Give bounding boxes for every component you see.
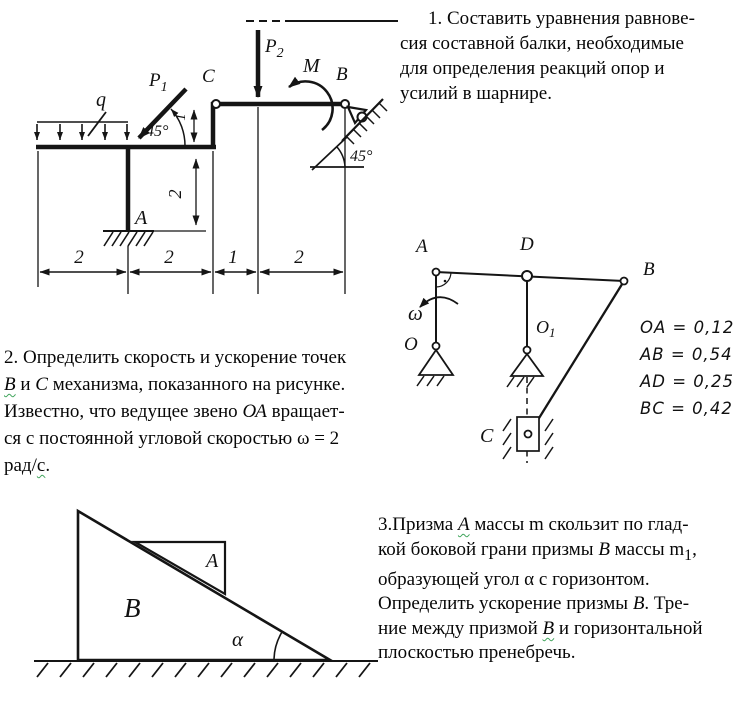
support-a-hatching	[104, 232, 153, 246]
label-m: M	[303, 55, 320, 77]
label-dim-v2: 2	[165, 189, 185, 199]
label-angle-p1: 45°	[146, 123, 169, 140]
omega-arrow	[420, 297, 458, 307]
problem-3-line: Определить ускорение призмы В. Тре-	[378, 593, 690, 615]
b-angle-arc	[337, 147, 345, 167]
prism-b-shape	[78, 511, 330, 660]
label-c: C	[202, 66, 215, 87]
given-length-ab: AB = 0,54	[640, 345, 733, 364]
problem-3-line: образующей угол α с горизонтом.	[378, 568, 650, 590]
support-o-triangle	[419, 350, 453, 375]
problem-3-line: кой боковой грани призмы В массы $m_1$,	[378, 538, 697, 564]
label-q: q	[96, 89, 106, 111]
given-length-oa: OA = 0,12	[640, 318, 735, 337]
label-p2: $P_2$	[265, 36, 284, 61]
problem-1-line: усилий в шарнире.	[400, 83, 552, 104]
problem-3-line: ние между призмой В и горизонтальной	[378, 617, 703, 639]
beam-drawing	[36, 21, 398, 294]
joint-d	[522, 271, 532, 281]
problem-3-text	[378, 513, 751, 666]
support-o1-triangle	[511, 354, 543, 376]
guide-hatching-right	[545, 419, 553, 459]
label-dim-h1: 2	[74, 247, 84, 268]
label-b: B	[336, 64, 348, 85]
problem-2-text	[4, 344, 414, 479]
problem-3-line: 3.Призма А массы m скользит по глад-	[378, 514, 689, 535]
label-dim-v1: 1	[173, 113, 189, 121]
alpha-angle-arc	[274, 632, 282, 659]
label-dim-h4: 2	[294, 247, 304, 268]
joint-b	[621, 278, 628, 285]
label-a: A	[416, 236, 428, 257]
label-o: O	[404, 334, 418, 355]
label-angle-b: 45°	[350, 148, 373, 165]
label-a: A	[135, 207, 148, 229]
angle-dot-a	[444, 280, 447, 283]
label-p1: $P_1$	[149, 70, 168, 95]
load-arrows	[37, 124, 127, 140]
beam-figure	[0, 0, 420, 302]
given-length-bc: BC = 0,42	[640, 399, 733, 418]
ground-hatching	[37, 663, 370, 677]
problem-2-line: ся с постоянной угловой скоростью ω = 2	[4, 428, 340, 449]
label-b: B	[643, 259, 655, 280]
label-alpha: α	[232, 627, 244, 651]
joint-o1	[524, 347, 531, 354]
slider-c-pin	[525, 431, 532, 438]
label-dim-h2: 2	[164, 247, 174, 268]
mechanism-figure	[400, 230, 751, 480]
label-d: D	[520, 234, 534, 255]
joint-a	[433, 269, 440, 276]
problem-2-line: 2. Определить скорость и ускорение точек	[4, 347, 347, 368]
problem-1-line: для определения реакций опор и	[400, 58, 665, 79]
mechanism-drawing	[417, 269, 628, 464]
label-prism-a: A	[206, 550, 219, 572]
problem-3-line: плоскостью пренебречь.	[378, 642, 576, 664]
label-c: C	[480, 425, 494, 447]
prism-figure	[20, 495, 400, 700]
problem-1-line: 1. Составить уравнения равнове-	[428, 8, 695, 29]
problem-2-line: рад/с.	[4, 455, 51, 476]
q-pointer-line	[88, 112, 106, 136]
support-o-hatching	[417, 376, 444, 386]
support-o1-hatching	[507, 377, 534, 387]
label-o1: $O_1$	[536, 317, 556, 340]
prism-drawing	[34, 511, 378, 677]
link-bc	[531, 281, 624, 431]
guide-hatching-left	[503, 419, 511, 459]
given-length-ad: AD = 0,25	[640, 372, 735, 391]
label-dim-h3: 1	[228, 247, 238, 268]
m1-subscript: 1	[684, 546, 693, 564]
problem-1-line: сия составной балки, необходимые	[400, 33, 684, 54]
problem-2-line: В и С механизма, показанного на рисунке.	[4, 374, 346, 395]
problem-1-text	[400, 6, 750, 106]
hinge-c	[212, 100, 220, 108]
label-prism-b: B	[124, 593, 141, 623]
label-omega: ω	[408, 301, 423, 325]
problem-2-line: Известно, что ведущее звено ОА вращает-	[4, 401, 345, 422]
